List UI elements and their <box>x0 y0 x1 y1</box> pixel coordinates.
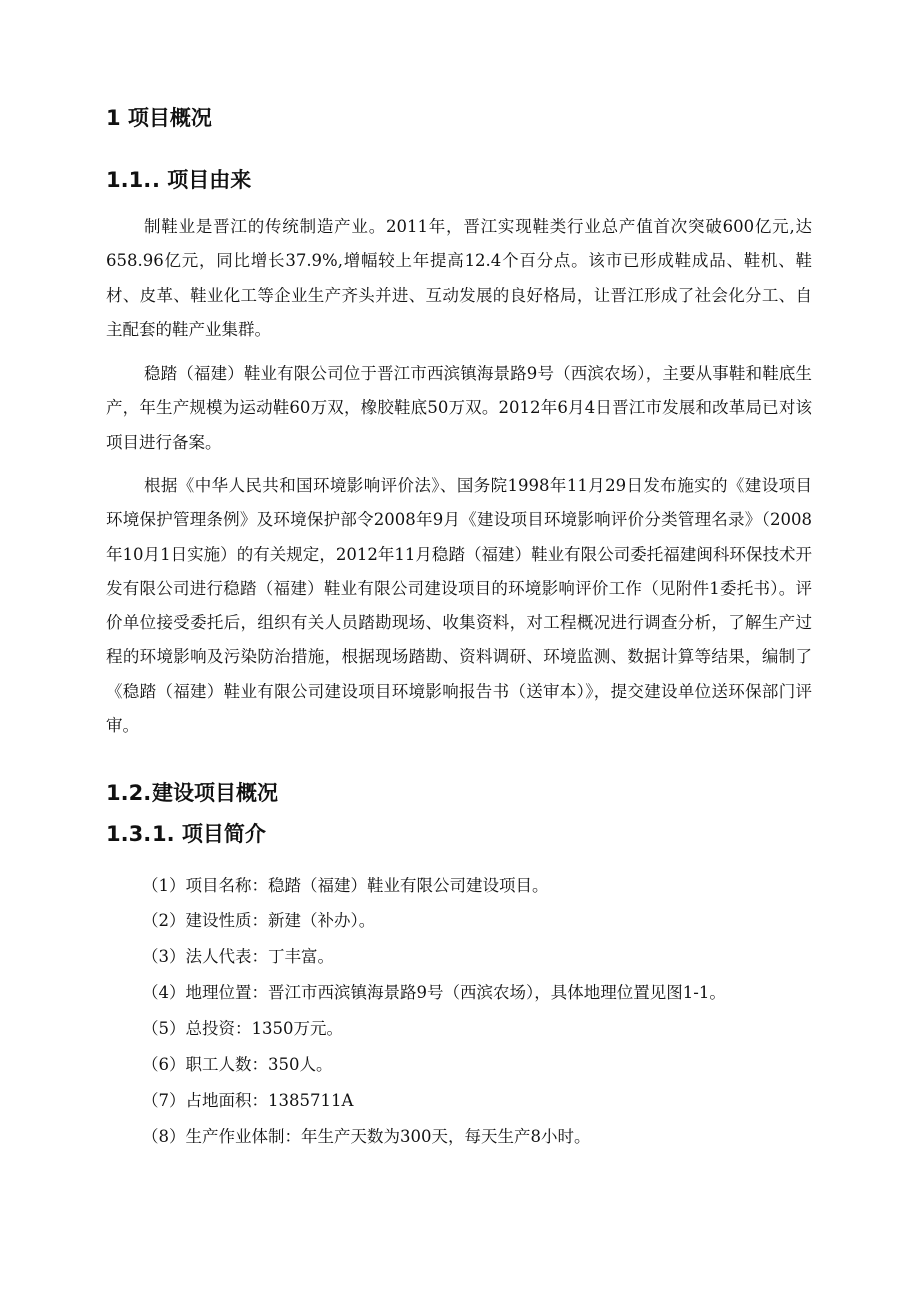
section-number: 1.1. <box>106 168 152 192</box>
list-item-construction-type: （2）建设性质：新建（补办）。 <box>142 911 376 930</box>
list-item-total-investment: （5）总投资：1350万元。 <box>142 1019 343 1038</box>
paragraph-assessment-basis: 根据《中华人民共和国环境影响评价法》、国务院1998年11月29日发布施实的《建设项目环境保护管理条例》及环境保护部令2008年9月《建设项目环境影响评价分类管理名录》（2008年10月1日实施）的有关规定，2012年11月稳踏（福建）鞋业有限公司委托福建闽科环保技术开发有限公司进行稳踏（福建）鞋业有限公司建设项目的环境影响评价工作（见附件1委托书）。评价单位接受委托后，组织有关人员踏勘现场、收集资料，对工程概况进行调查分析，了解生产过程的环境影响及污染防治措施，根据现场踏勘、资料调研、环境监测、数据计算等结果，编制了《稳踏（福建）鞋业有限公司建设项目环境影响报告书（送审本）》，提交建设单位送环保部门评审。 <box>106 476 812 736</box>
list-item-location: （4）地理位置：晋江市西滨镇海景路9号（西滨农场），具体地理位置见图1-1。 <box>142 983 726 1002</box>
section-title: . 项目由来 <box>152 168 252 192</box>
paragraph-company-intro: 稳踏（福建）鞋业有限公司位于晋江市西滨镇海景路9号（西滨农场），主要从事鞋和鞋底生产，年生产规模为运动鞋60万双，橡胶鞋底50万双。2012年6月4日晋江市发展和改革局已对该项目进行备案。 <box>106 364 812 452</box>
list-item-employees: （6）职工人数：350人。 <box>142 1055 333 1074</box>
list-item-work-schedule: （8）生产作业体制：年生产天数为300天，每天生产8小时。 <box>142 1127 591 1146</box>
list-item-land-area: （7）占地面积：1385711A <box>142 1091 354 1110</box>
paragraph-industry-background: 制鞋业是晋江的传统制造产业。2011年，晋江实现鞋类行业总产值首次突破600亿元,达658.96亿元，同比增长37.9%,增幅较上年提高12.4个百分点。该市已形成鞋成品、鞋机、鞋材、皮革、鞋业化工等企业生产齐头并进、互动发展的良好格局，让晋江形成了社会化分工、自主配套的鞋产业集群。 <box>106 217 812 339</box>
section-title: 建设项目概况 <box>152 781 278 805</box>
section-heading-1-1 <box>106 166 251 194</box>
chapter-title: 1 项目概况 <box>106 106 212 130</box>
section-number: 1.3. <box>106 822 152 846</box>
section-heading-1-2 <box>106 779 278 807</box>
section-number: 1.2. <box>106 781 152 805</box>
section-heading-1-3 <box>106 820 266 848</box>
list-item-legal-representative: （3）法人代表：丁丰富。 <box>142 947 334 966</box>
section-title: 1. 项目简介 <box>152 822 266 846</box>
list-item-project-name: （1）项目名称：稳踏（福建）鞋业有限公司建设项目。 <box>142 876 549 895</box>
